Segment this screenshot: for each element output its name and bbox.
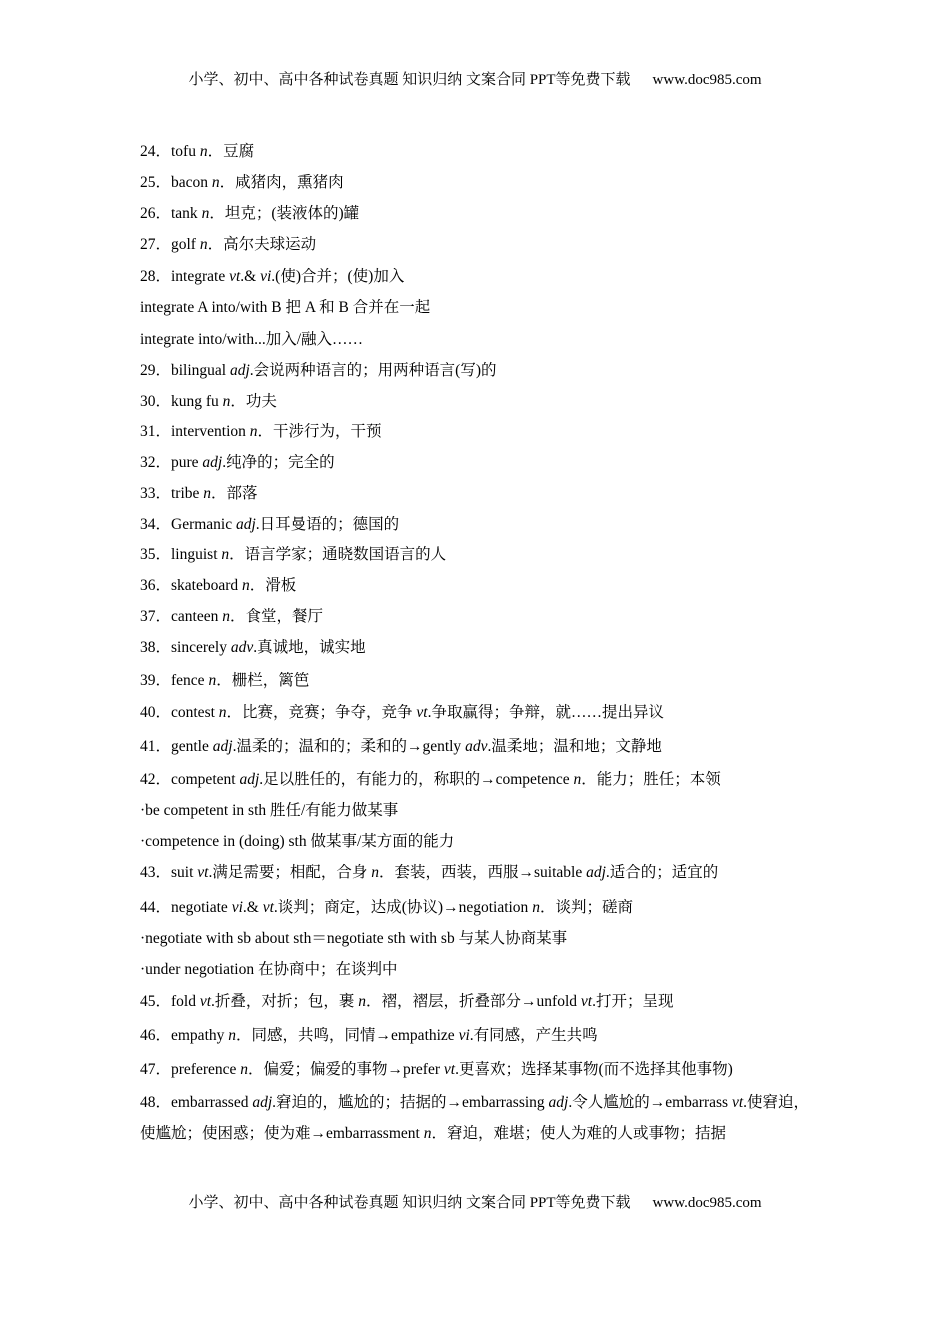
entry-26: 26．tank n．坦克；(装液体的)罐 — [140, 205, 360, 222]
entry-36: 36．skateboard n．滑板 — [140, 577, 297, 594]
entry-47: 47．preference n．偏爱；偏爱的事物→prefer vt.更喜欢；选择某事物(而不选择其他事物) — [140, 1061, 733, 1078]
entry-44-phrase-2: ·under negotiation 在协商中；在谈判中 — [140, 961, 398, 978]
entry-34: 34．Germanic adj.日耳曼语的；德国的 — [140, 516, 400, 533]
entry-33: 33．tribe n．部落 — [140, 485, 258, 502]
entry-44: 44．negotiate vi.& vt.谈判；商定，达成(协议)→negotiation n．谈判；磋商 — [140, 899, 633, 916]
footer-text: 小学、初中、高中各种试卷真题 知识归纳 文案合同 PPT等免费下载 — [188, 1195, 631, 1211]
footer-site-link[interactable]: www.doc985.com — [652, 1195, 762, 1211]
entry-30: 30．kung fu n．功夫 — [140, 393, 277, 410]
entry-41: 41．gentle adj.温柔的；温和的；柔和的→gently adv.温柔地；温和地；文静地 — [140, 738, 662, 755]
header-text: 小学、初中、高中各种试卷真题 知识归纳 文案合同 PPT等免费下载 — [188, 72, 631, 88]
entry-28-phrase-2: integrate into/with...加入/融入…… — [140, 331, 364, 348]
entry-28: 28．integrate vt.& vi.(使)合并；(使)加入 — [140, 268, 405, 285]
entry-37: 37．canteen n．食堂，餐厅 — [140, 608, 323, 625]
entry-38: 38．sincerely adv.真诚地，诚实地 — [140, 639, 366, 656]
entry-42: 42．competent adj.足以胜任的，有能力的，称职的→competence n．能力；胜任；本领 — [140, 771, 721, 788]
entry-45: 45．fold vt.折叠，对折；包，裹 n．褶，褶层，折叠部分→unfold vt.打开；呈现 — [140, 993, 674, 1010]
entry-42-phrase-1: ·be competent in sth 胜任/有能力做某事 — [140, 802, 399, 819]
header-site-link[interactable]: www.doc985.com — [652, 72, 762, 88]
entry-35: 35．linguist n．语言学家；通晓数国语言的人 — [140, 546, 447, 563]
entry-39: 39．fence n．栅栏，篱笆 — [140, 672, 310, 689]
entry-40: 40．contest n．比赛，竞赛；争夺，竞争 vt.争取赢得；争辩，就……提出异议 — [140, 704, 664, 721]
entry-32: 32．pure adj.纯净的；完全的 — [140, 454, 335, 471]
entry-24: 24．tofu n．豆腐 — [140, 143, 255, 160]
entry-29: 29．bilingual adj.会说两种语言的；用两种语言(写)的 — [140, 362, 497, 379]
entry-42-phrase-2: ·competence in (doing) sth 做某事/某方面的能力 — [140, 833, 455, 850]
entry-31: 31．intervention n．干涉行为，干预 — [140, 423, 382, 440]
page-footer — [0, 1191, 950, 1212]
entry-48: 48．embarrassed adj.窘迫的，尴尬的；拮据的→embarrassing adj.令人尴尬的→embarrass vt.使窘迫，使尴尬；使困惑；使为难→embarrassment n．窘迫，难堪；使人为难的人或事物；拮据 — [140, 1094, 810, 1142]
entry-27: 27．golf n．高尔夫球运动 — [140, 236, 317, 253]
entry-44-phrase-1: ·negotiate with sb about sth＝negotiate sth with sb 与某人协商某事 — [140, 930, 568, 947]
entry-46: 46．empathy n．同感，共鸣，同情→empathize vi.有同感，产生共鸣 — [140, 1027, 598, 1044]
page-header — [0, 68, 950, 89]
entry-43: 43．suit vt.满足需要；相配，合身 n．套装，西装，西服→suitable adj.适合的；适宜的 — [140, 864, 719, 881]
entry-25: 25．bacon n．咸猪肉，熏猪肉 — [140, 174, 344, 191]
entry-28-phrase-1: integrate A into/with B 把 A 和 B 合并在一起 — [140, 299, 431, 316]
